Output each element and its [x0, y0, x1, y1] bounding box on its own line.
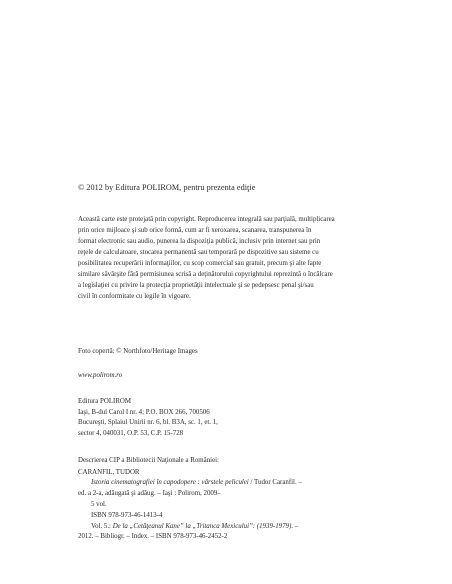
legal-line: similare săvârşite fără permisiunea scrisă a deţinătorului copyrightului reprezintă o încălcare [78, 271, 333, 278]
cip-author: CARANFIL, TUDOR [78, 468, 140, 476]
legal-line: civil în conformitate cu legile în vigoare. [78, 293, 191, 300]
publisher-address [78, 397, 218, 439]
cip-volumes: 5 vol. [91, 501, 107, 509]
legal-line: reţele de calculatoare, stocarea permanentă sau temporară pe dispozitive sau sisteme cu [78, 249, 319, 256]
cip-volume-prefix: Vol. 5.: [91, 522, 113, 530]
cover-photo-credit: Foto copertă: © Northfoto/Heritage Images [78, 348, 198, 355]
legal-notice [78, 214, 396, 302]
cip-volume-title: De la „Cetăţeanul Kane” la „Tritanca Mexicului”: (1939-1979) [112, 522, 292, 530]
cip-title-line [78, 478, 398, 489]
cip-volume-line [78, 522, 398, 533]
cip-title-author: / Tudor Caranfil. – [248, 479, 302, 487]
legal-line: a legislaţiei cu privire la protecţia proprietăţii intelectuale şi se pedepsesc penal şi/sau [78, 282, 314, 289]
legal-line: Această carte este protejată prin copyright. Reproducerea integrală sau parţială, multiplicarea [78, 216, 335, 223]
cip-edition: ed. a 2-a, adăugată şi adăug. – Iaşi : Polirom, 2009– [78, 489, 221, 497]
cip-isbn-set: ISBN 978-973-46-1413-4 [91, 511, 163, 519]
cip-final-line: 2012. – Bibliogr. – Index. – ISBN 978-973-46-2452-2 [78, 533, 228, 541]
legal-line: format electronic sau audio, punerea la dispoziţia publică, inclusiv prin internet sau prin [78, 238, 321, 245]
cip-title: Istoria cinematografiei în capodopere : vârstele peliculei [91, 479, 249, 487]
cip-description [78, 456, 398, 543]
address-line: sector 4, 040031, O.P. 53, C.P. 15-728 [78, 429, 184, 437]
address-line: Iaşi, B-dul Carol I nr. 4; P.O. BOX 266, 700506 [78, 408, 210, 416]
publisher-website: www.polirom.ro [78, 372, 123, 379]
legal-line: prin orice mijloace şi sub orice formă, cum ar fi xeroxarea, scanarea, transpunerea în [78, 227, 312, 234]
address-line: Editura POLIROM [78, 398, 132, 405]
cip-volume-suffix: . – [291, 522, 299, 530]
legal-line: posibilitatea recuperării informaţiilor, cu scop comercial sau gratuit, precum şi alte fapte [78, 260, 322, 267]
cip-heading: Descrierea CIP a Bibliotecii Naţionale a României: [78, 457, 219, 464]
copyright-notice: © 2012 by Editura POLIROM, pentru prezenta ediţie [78, 183, 256, 192]
address-line: Bucureşti, Splaiul Unirii nr. 6, bl. B3A, sc. 1, et. 1, [78, 419, 218, 426]
